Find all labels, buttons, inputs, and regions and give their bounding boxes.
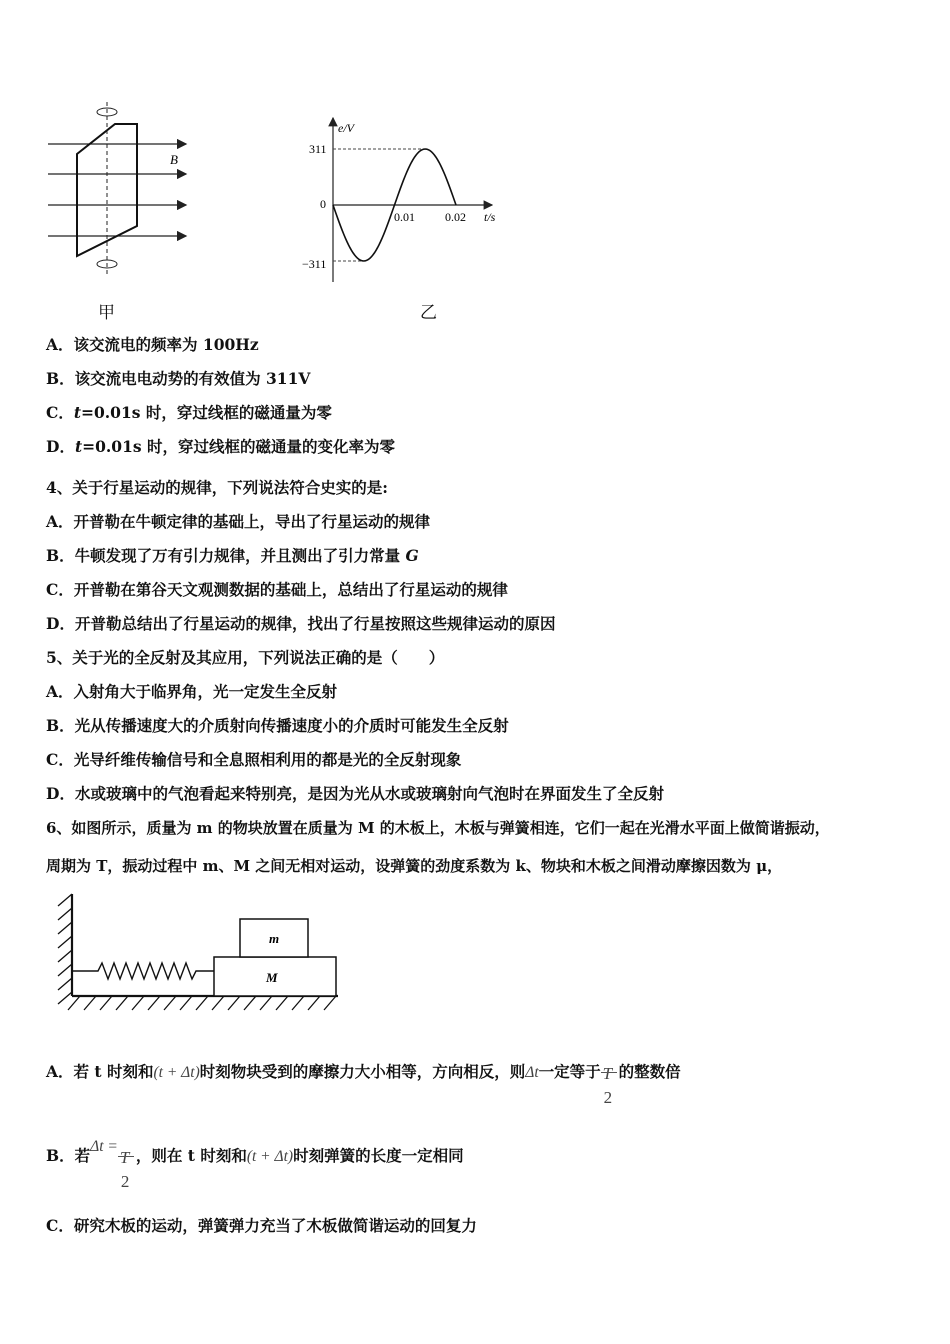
q6-option-c: C．研究木板的运动，弹簧弹力充当了木板做简谐运动的回复力 [46, 1216, 477, 1235]
field-b-label: B [170, 152, 178, 167]
q5-option-c: C．光导纤维传输信号和全息照相利用的都是光的全反射现象 [46, 750, 462, 769]
q6-stem-line-1: 6、如图所示，质量为 m 的物块放置在质量为 M 的木板上，木板与弹簧相连，它们一起在光滑水平面上做简谐振动， [46, 819, 830, 837]
q3-option-a: A．该交流电的频率为 100Hz [46, 335, 259, 354]
x-tick-label-2: 0.02 [445, 210, 466, 224]
q4-option-b: B．牛顿发现了万有引力规律，并且测出了引力常量 G [46, 546, 419, 565]
x-axis-label: t/s [484, 210, 496, 224]
q3-option-c: C．t=0.01s 时，穿过线框的磁通量为零 [46, 403, 332, 422]
coil-in-field-figure [40, 98, 200, 278]
q4-option-c: C．开普勒在第谷天文观测数据的基础上，总结出了行星运动的规律 [46, 580, 508, 599]
q4-option-d: D．开普勒总结出了行星运动的规律，找出了行星按照这些规律运动的原因 [46, 614, 556, 633]
q5-stem: 5、关于光的全反射及其应用，下列说法正确的是（ ） [46, 648, 445, 667]
q4-option-a: A．开普勒在牛顿定律的基础上，导出了行星运动的规律 [46, 512, 431, 531]
wall-hatching [58, 894, 72, 1004]
y-max-tick-label: 311 [309, 142, 327, 156]
q5-option-a: A．入射角大于临界角，光一定发生全反射 [46, 682, 338, 701]
block-m-label: m [269, 931, 280, 946]
origin-label: 0 [320, 197, 326, 211]
q6-stem-line-2: 周期为 T，振动过程中 m、M 之间无相对运动，设弹簧的劲度系数为 k、物块和木板之间滑动摩擦因数为 μ， [46, 857, 783, 875]
q4-stem: 4、关于行星运动的规律，下列说法符合史实的是: [46, 478, 389, 497]
q5-option-d: D．水或玻璃中的气泡看起来特别亮，是因为光从水或玻璃射向气泡时在界面发生了全反射 [46, 784, 664, 803]
fraction-t-over-2: T 2 [118, 1134, 136, 1180]
y-min-tick-label: −311 [302, 257, 327, 271]
q6-option-b: B．若Δt = T 2 ，则在 t 时刻和(t + Δt)时刻弹簧的长度一定相同 [46, 1132, 464, 1180]
spring [72, 963, 214, 979]
fraction-t-over-2: T 2 [601, 1050, 619, 1096]
spring-block-figure [52, 890, 352, 1014]
y-axis-label: e/V [338, 121, 354, 135]
q6-option-a: A．若 t 时刻和(t + Δt)时刻物块受到的摩擦力大小相等，方向相反，则Δt一定等于 T 2 的整数倍 [46, 1048, 681, 1096]
x-tick-label-1: 0.01 [394, 210, 415, 224]
floor-hatching [68, 996, 336, 1010]
q3-option-d: D．t=0.01s 时，穿过线框的磁通量的变化率为零 [46, 437, 395, 456]
q3-option-b: B．该交流电电动势的有效值为 311V [46, 369, 311, 388]
board-M-label: M [266, 970, 278, 985]
figure-caption-yi: 乙 [420, 303, 437, 323]
emf-time-chart [296, 112, 516, 284]
figure-caption-jia: 甲 [98, 303, 115, 323]
q5-option-b: B．光从传播速度大的介质射向传播速度小的介质时可能发生全反射 [46, 716, 509, 735]
